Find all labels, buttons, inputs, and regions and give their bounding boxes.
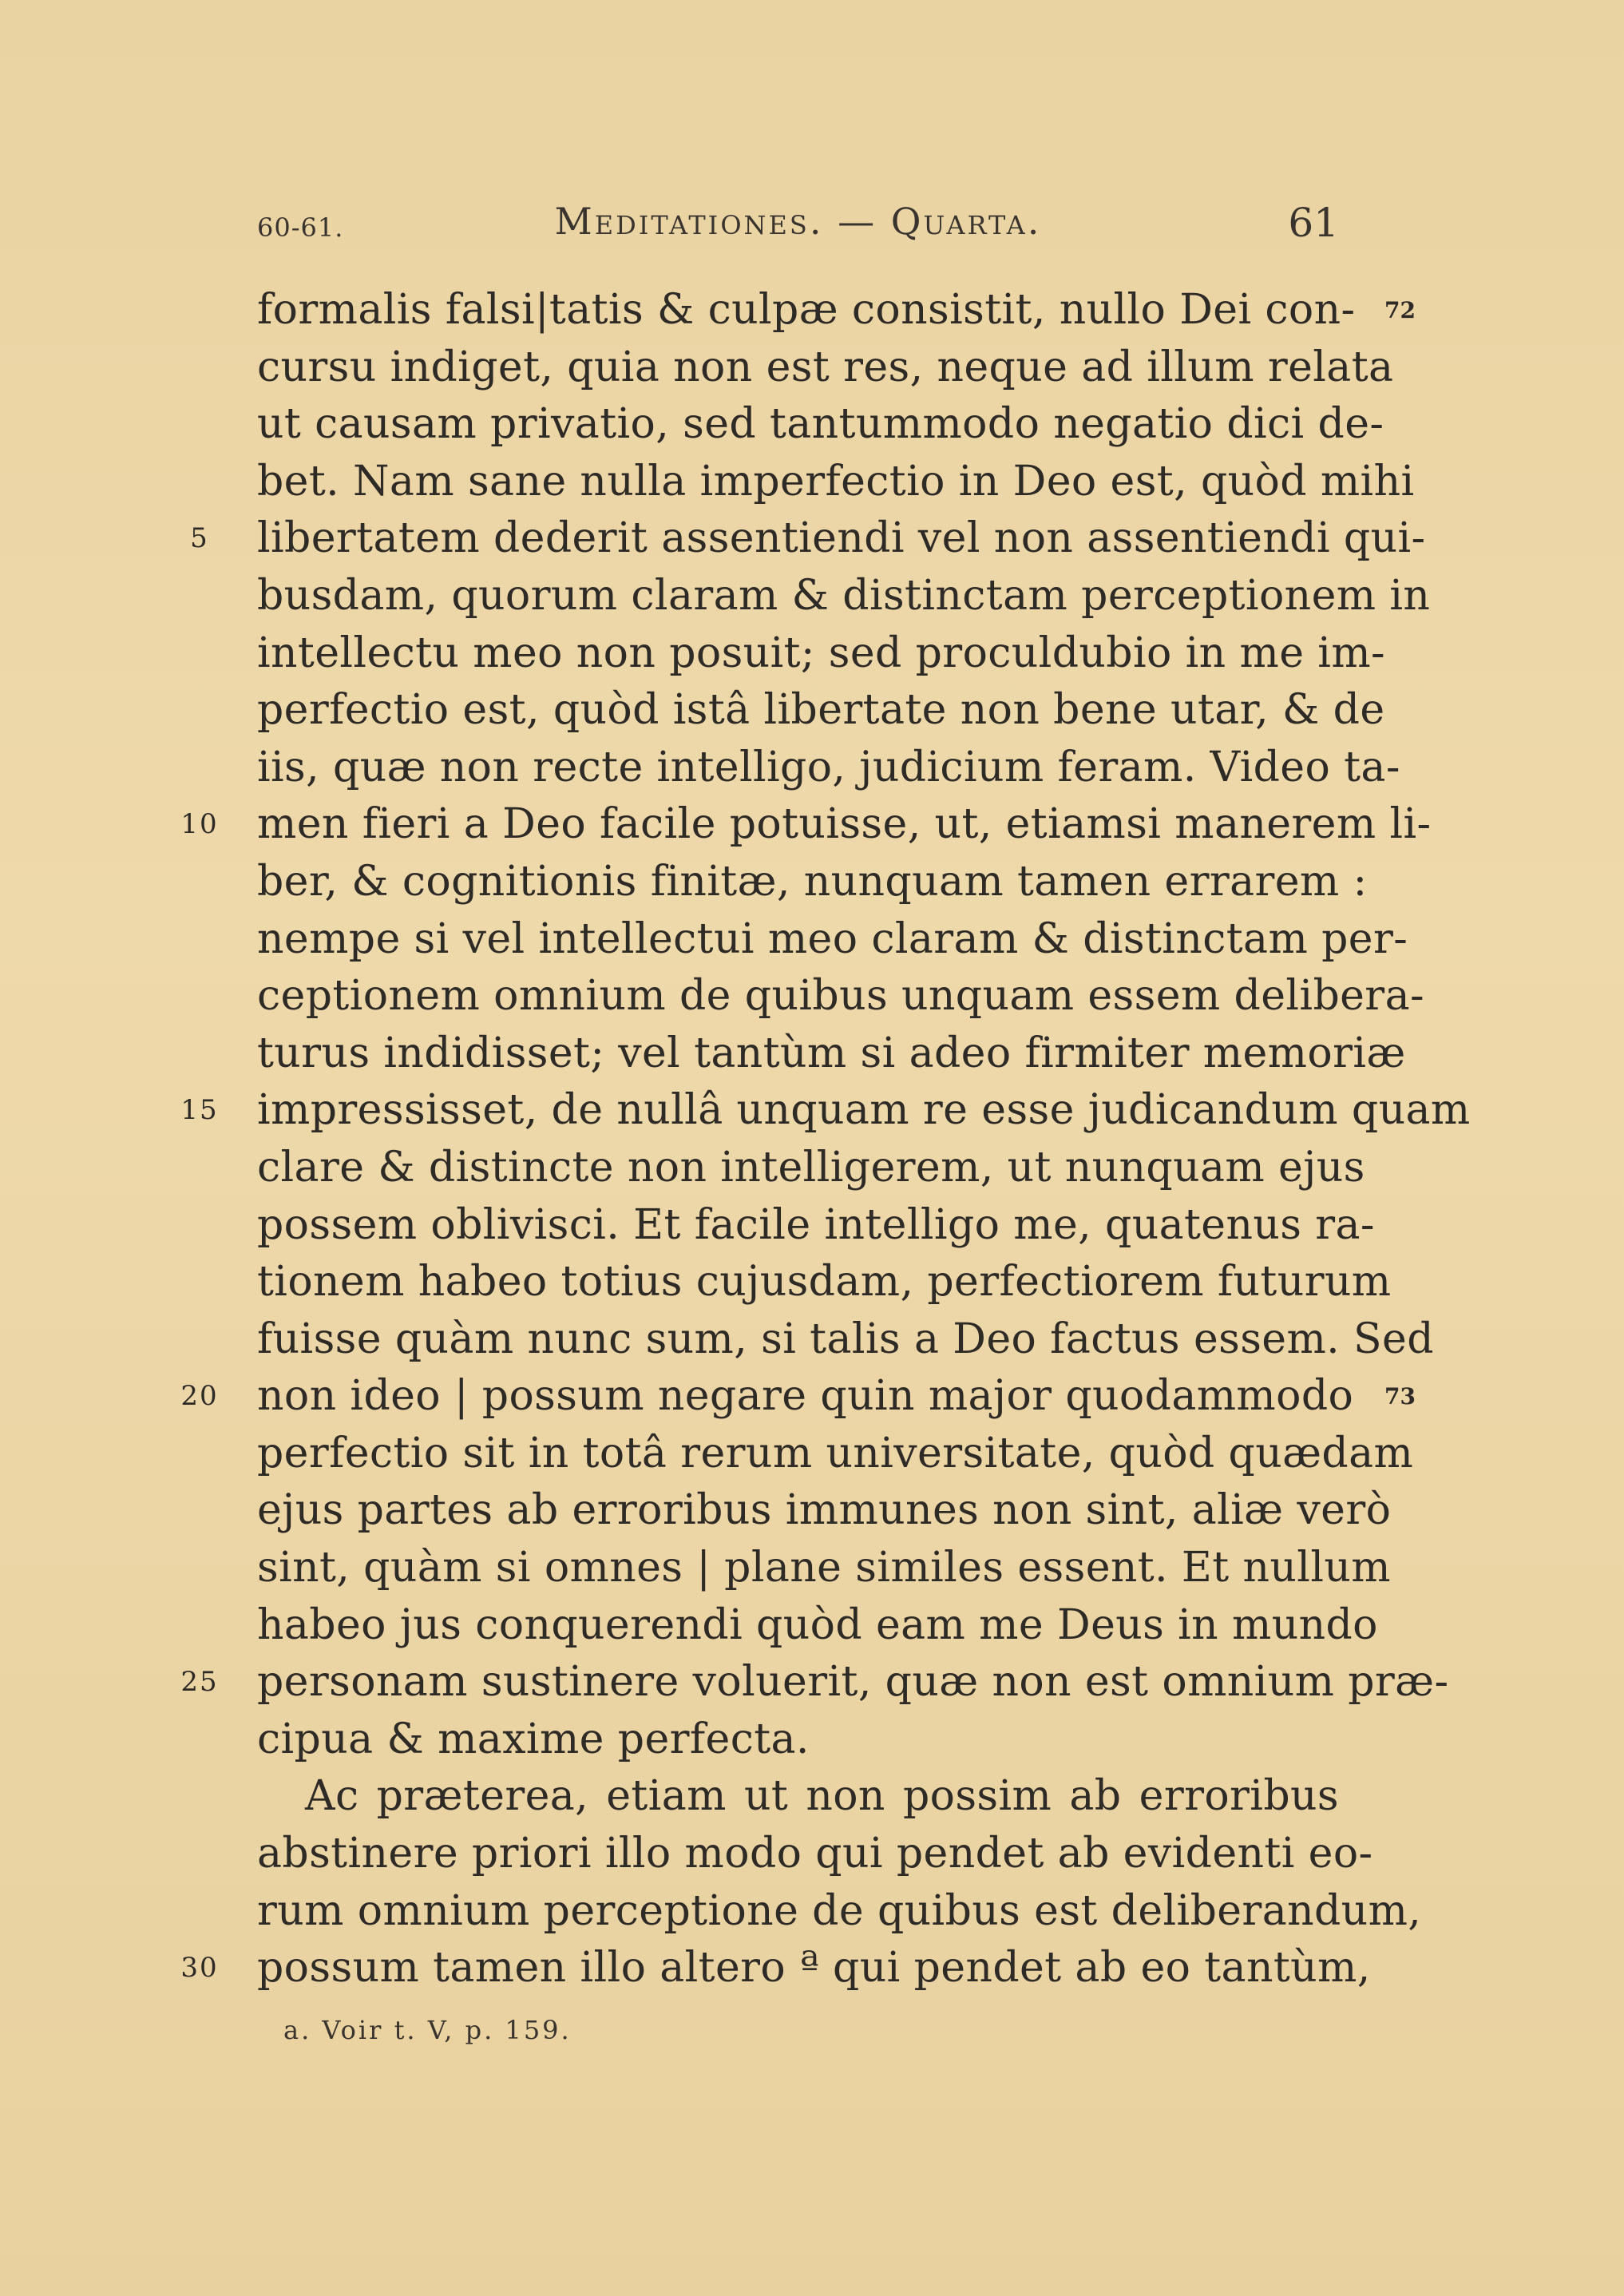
text-line xyxy=(257,1883,1422,1941)
text-line xyxy=(257,1482,1392,1540)
line-text: habeo jus conquerendi quòd eam me Deus in mundo xyxy=(257,1600,1378,1649)
line-text: cipua & maxime perfecta. xyxy=(257,1715,810,1763)
line-text: ber, & cognitionis finitæ, nunquam tamen errarem : xyxy=(257,857,1368,906)
text-line xyxy=(257,968,1424,1025)
text-line xyxy=(180,1368,1416,1426)
line-number: 5 xyxy=(190,522,209,555)
line-text: ceptionem omnium de quibus unquam essem delibera- xyxy=(257,972,1424,1021)
text-line xyxy=(180,1082,1471,1140)
line-text: formalis falsi|tatis & culpæ consistit, nullo Dei con- xyxy=(257,286,1356,334)
line-text: ut causam privatio, sed tantummodo negatio dici de- xyxy=(257,400,1384,449)
line-number: 10 xyxy=(180,808,219,841)
text-line xyxy=(257,1826,1373,1883)
line-text: perfectio sit in totâ rerum universitate, quòd quædam xyxy=(257,1429,1414,1477)
text-line xyxy=(257,1140,1365,1197)
line-text: rum omnium perceptione de quibus est deliberandum, xyxy=(257,1886,1422,1935)
text-line xyxy=(257,1597,1378,1655)
line-text: non ideo | possum negare quin major quodammodo xyxy=(257,1372,1354,1421)
text-line xyxy=(180,1654,1449,1711)
line-text: sint, quàm si omnes | plane similes essent. Et nullum xyxy=(257,1544,1391,1592)
text-line xyxy=(257,1768,1339,1826)
body-text xyxy=(180,282,1471,1997)
line-text: libertatem dederit assentiendi vel non assentiendi qui- xyxy=(257,514,1426,563)
margin-page-reference: 73 xyxy=(1384,1383,1416,1410)
text-line xyxy=(190,510,1426,568)
running-header xyxy=(257,200,1339,256)
line-text: intellectu meo non posuit; sed proculdubio in me im- xyxy=(257,629,1386,677)
text-line xyxy=(257,1711,1339,1769)
line-text: impressisset, de nullâ unquam re esse judicandum quam xyxy=(257,1086,1471,1135)
text-line xyxy=(257,339,1394,397)
header-title: Meditationes. — Quarta. xyxy=(554,200,1042,243)
text-line xyxy=(257,282,1416,339)
line-number: 30 xyxy=(180,1952,219,1985)
text-line xyxy=(257,625,1386,683)
line-text: nempe si vel intellectui meo claram & distinctam per- xyxy=(257,914,1408,963)
line-text: ejus partes ab erroribus immunes non sint, aliæ verò xyxy=(257,1486,1392,1535)
text-line xyxy=(180,1940,1371,1997)
line-text: abstinere priori illo modo qui pendet ab evidenti eo- xyxy=(257,1830,1373,1878)
text-line xyxy=(180,796,1432,854)
line-text: possum tamen illo altero ª qui pendet ab eo tantùm, xyxy=(257,1944,1371,1993)
text-line xyxy=(257,1197,1375,1255)
line-text: turus indidisset; vel tantùm si adeo firmiter memoriæ xyxy=(257,1029,1406,1077)
line-text: bet. Nam sane nulla imperfectio in Deo est, quòd mihi xyxy=(257,457,1415,506)
line-number: 15 xyxy=(180,1094,219,1127)
line-text: tionem habeo totius cujusdam, perfectiorem futurum xyxy=(257,1258,1392,1307)
line-text: busdam, quorum claram & distinctam perceptionem in xyxy=(257,571,1431,620)
text-line xyxy=(257,682,1385,740)
line-number: 25 xyxy=(180,1666,219,1699)
text-line xyxy=(257,854,1368,911)
text-line xyxy=(257,1540,1391,1597)
line-number: 20 xyxy=(180,1380,219,1413)
line-text: personam sustinere voluerit, quæ non est omnium præ- xyxy=(257,1658,1449,1707)
line-text: perfectio est, quòd istâ libertate non bene utar, & de xyxy=(257,686,1385,735)
line-text: fuisse quàm nunc sum, si talis a Deo factus essem. Sed xyxy=(257,1315,1434,1363)
line-text: men fieri a Deo facile potuisse, ut, etiamsi manerem li- xyxy=(257,800,1432,849)
text-line xyxy=(257,568,1431,625)
text-line xyxy=(257,1025,1406,1083)
text-line xyxy=(257,1311,1434,1369)
text-line xyxy=(257,740,1400,797)
line-text: possem oblivisci. Et facile intelligo me, quatenus ra- xyxy=(257,1200,1375,1249)
line-text: iis, quæ non recte intelligo, judicium feram. Video ta- xyxy=(257,743,1400,791)
header-page-number: 61 xyxy=(1288,200,1339,246)
text-line xyxy=(257,454,1415,511)
text-line xyxy=(257,911,1408,969)
footnote: a. Voir t. V, p. 159. xyxy=(283,2015,572,2045)
margin-page-reference: 72 xyxy=(1384,297,1416,323)
line-text: clare & distincte non intelligerem, ut nunquam ejus xyxy=(257,1143,1365,1192)
text-line xyxy=(257,1254,1392,1311)
header-page-range: 60-61. xyxy=(257,212,344,243)
text-line xyxy=(257,1426,1414,1483)
line-text: cursu indiget, quia non est res, neque ad illum relata xyxy=(257,343,1394,391)
line-text: Ac præterea, etiam ut non possim ab erroribus xyxy=(305,1772,1339,1821)
text-line xyxy=(257,396,1384,454)
